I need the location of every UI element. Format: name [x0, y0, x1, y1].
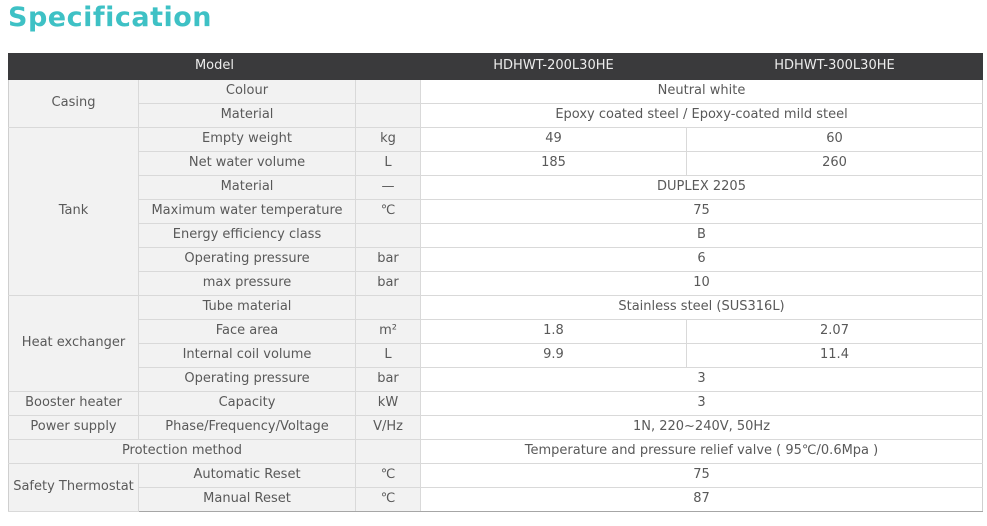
value-cell: 6: [421, 248, 983, 272]
value-cell: 185: [421, 152, 687, 176]
table-row: [9, 296, 983, 320]
parameter-cell: max pressure: [139, 272, 356, 296]
unit-cell: L: [356, 344, 421, 368]
unit-cell: bar: [356, 272, 421, 296]
model-column-header-2: HDHWT-300L30HE: [687, 54, 983, 80]
group-cell: Booster heater: [9, 392, 139, 416]
unit-cell: [356, 224, 421, 248]
unit-cell: L: [356, 152, 421, 176]
parameter-cell: Net water volume: [139, 152, 356, 176]
value-cell: 2.07: [687, 320, 983, 344]
table-row: [9, 416, 983, 440]
value-cell: 3: [421, 392, 983, 416]
parameter-cell: Operating pressure: [139, 368, 356, 392]
table-row: [9, 128, 983, 152]
unit-cell: —: [356, 176, 421, 200]
parameter-cell: Empty weight: [139, 128, 356, 152]
parameter-cell: Operating pressure: [139, 248, 356, 272]
group-cell: Power supply: [9, 416, 139, 440]
parameter-cell: Automatic Reset: [139, 464, 356, 488]
table-row: [9, 176, 983, 200]
parameter-cell: Tube material: [139, 296, 356, 320]
parameter-cell: Internal coil volume: [139, 344, 356, 368]
table-row: [9, 344, 983, 368]
group-cell: Safety Thermostat: [9, 464, 139, 512]
unit-cell: [356, 296, 421, 320]
group-cell: Tank: [9, 128, 139, 296]
table-row: [9, 440, 983, 464]
value-cell: 3: [421, 368, 983, 392]
value-cell: 260: [687, 152, 983, 176]
parameter-cell: Energy efficiency class: [139, 224, 356, 248]
parameter-cell: Maximum water temperature: [139, 200, 356, 224]
table-header-row: [9, 54, 983, 80]
unit-cell: ℃: [356, 200, 421, 224]
unit-cell: bar: [356, 248, 421, 272]
table-row: [9, 224, 983, 248]
value-cell: DUPLEX 2205: [421, 176, 983, 200]
value-cell: 1.8: [421, 320, 687, 344]
value-cell: 60: [687, 128, 983, 152]
parameter-cell: Colour: [139, 80, 356, 104]
value-cell: 10: [421, 272, 983, 296]
table-row: [9, 368, 983, 392]
parameter-cell: Capacity: [139, 392, 356, 416]
parameter-cell: Manual Reset: [139, 488, 356, 512]
parameter-cell: Material: [139, 176, 356, 200]
table-row: [9, 392, 983, 416]
parameter-cell: Protection method: [9, 440, 356, 464]
table-row: [9, 464, 983, 488]
unit-cell: [356, 440, 421, 464]
table-row: [9, 248, 983, 272]
value-cell: Temperature and pressure relief valve ( 95℃/0.6Mpa ): [421, 440, 983, 464]
value-cell: 75: [421, 200, 983, 224]
model-header-cell: Model: [9, 54, 421, 80]
table-row: [9, 200, 983, 224]
parameter-cell: Phase/Frequency/Voltage: [139, 416, 356, 440]
unit-cell: m²: [356, 320, 421, 344]
value-cell: 49: [421, 128, 687, 152]
group-cell: Heat exchanger: [9, 296, 139, 392]
value-cell: Stainless steel (SUS316L): [421, 296, 983, 320]
value-cell: 87: [421, 488, 983, 512]
unit-cell: [356, 80, 421, 104]
unit-cell: ℃: [356, 464, 421, 488]
unit-cell: ℃: [356, 488, 421, 512]
value-cell: 11.4: [687, 344, 983, 368]
value-cell: 9.9: [421, 344, 687, 368]
value-cell: Epoxy coated steel / Epoxy-coated mild steel: [421, 104, 983, 128]
table-row: [9, 104, 983, 128]
value-cell: B: [421, 224, 983, 248]
unit-cell: kW: [356, 392, 421, 416]
parameter-cell: Face area: [139, 320, 356, 344]
table-row: [9, 488, 983, 512]
parameter-cell: Material: [139, 104, 356, 128]
table-row: [9, 152, 983, 176]
table-row: [9, 80, 983, 104]
table-row: [9, 320, 983, 344]
unit-cell: bar: [356, 368, 421, 392]
spec-table: [8, 53, 983, 512]
model-column-header-1: HDHWT-200L30HE: [421, 54, 687, 80]
table-row: [9, 272, 983, 296]
unit-cell: [356, 104, 421, 128]
value-cell: 75: [421, 464, 983, 488]
unit-cell: V/Hz: [356, 416, 421, 440]
group-cell: Casing: [9, 80, 139, 128]
value-cell: 1N, 220~240V, 50Hz: [421, 416, 983, 440]
page-title: Specification: [8, 2, 213, 33]
unit-cell: kg: [356, 128, 421, 152]
value-cell: Neutral white: [421, 80, 983, 104]
